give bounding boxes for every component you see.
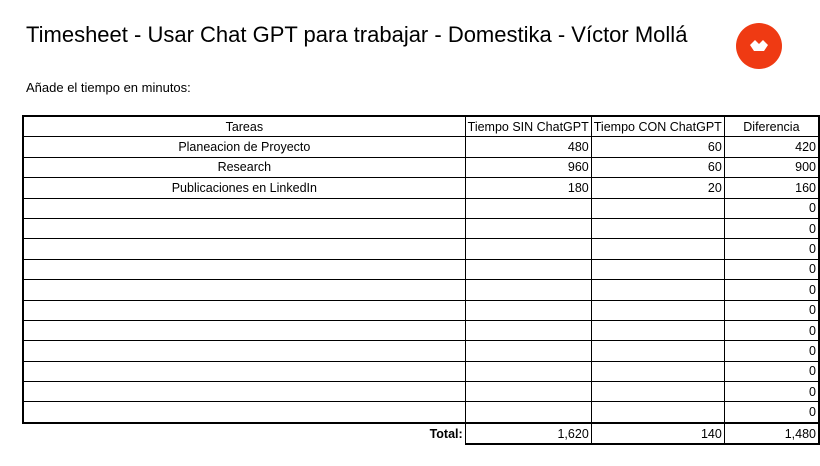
con-chatgpt-cell[interactable]: [591, 361, 724, 381]
task-cell[interactable]: Planeacion de Proyecto: [23, 137, 465, 157]
sin-chatgpt-cell[interactable]: [465, 239, 591, 259]
sin-chatgpt-cell[interactable]: [465, 300, 591, 320]
diferencia-cell[interactable]: 0: [724, 402, 819, 423]
task-cell[interactable]: Research: [23, 157, 465, 177]
con-chatgpt-cell[interactable]: 60: [591, 137, 724, 157]
table-row: [23, 300, 819, 320]
task-cell[interactable]: [23, 402, 465, 423]
diferencia-cell[interactable]: 0: [724, 198, 819, 218]
con-chatgpt-cell[interactable]: [591, 218, 724, 238]
con-chatgpt-cell[interactable]: [591, 280, 724, 300]
total-con-chatgpt[interactable]: 140: [591, 423, 724, 444]
task-cell[interactable]: [23, 382, 465, 402]
table-row: [23, 157, 819, 177]
header-con-chatgpt: Tiempo CON ChatGPT: [591, 116, 724, 137]
sin-chatgpt-cell[interactable]: [465, 198, 591, 218]
sin-chatgpt-cell[interactable]: 180: [465, 178, 591, 198]
table-row: [23, 218, 819, 238]
table-row: [23, 341, 819, 361]
sin-chatgpt-cell[interactable]: [465, 341, 591, 361]
sin-chatgpt-cell[interactable]: [465, 280, 591, 300]
table-row: [23, 259, 819, 279]
diferencia-cell[interactable]: 420: [724, 137, 819, 157]
table-row: [23, 320, 819, 340]
task-cell[interactable]: Publicaciones en LinkedIn: [23, 178, 465, 198]
con-chatgpt-cell[interactable]: 20: [591, 178, 724, 198]
con-chatgpt-cell[interactable]: [591, 239, 724, 259]
task-cell[interactable]: [23, 361, 465, 381]
diferencia-cell[interactable]: 0: [724, 218, 819, 238]
diferencia-cell[interactable]: 0: [724, 300, 819, 320]
header-diferencia: Diferencia: [724, 116, 819, 137]
sin-chatgpt-cell[interactable]: 480: [465, 137, 591, 157]
con-chatgpt-cell[interactable]: [591, 198, 724, 218]
table-row: [23, 198, 819, 218]
table-row: [23, 239, 819, 259]
domestika-logo-icon: [736, 23, 782, 69]
instructions-label: Añade el tiempo en minutos:: [26, 80, 191, 95]
diferencia-cell[interactable]: 0: [724, 361, 819, 381]
diferencia-cell[interactable]: 0: [724, 280, 819, 300]
sin-chatgpt-cell[interactable]: 960: [465, 157, 591, 177]
con-chatgpt-cell[interactable]: [591, 382, 724, 402]
table-row: [23, 137, 819, 157]
diferencia-cell[interactable]: 0: [724, 239, 819, 259]
total-label: Total:: [23, 423, 465, 444]
diferencia-cell[interactable]: 0: [724, 259, 819, 279]
task-cell[interactable]: [23, 280, 465, 300]
total-diferencia[interactable]: 1,480: [724, 423, 819, 444]
table-row: [23, 361, 819, 381]
total-sin-chatgpt[interactable]: 1,620: [465, 423, 591, 444]
task-cell[interactable]: [23, 341, 465, 361]
header-sin-chatgpt: Tiempo SIN ChatGPT: [465, 116, 591, 137]
sin-chatgpt-cell[interactable]: [465, 361, 591, 381]
task-cell[interactable]: [23, 259, 465, 279]
sin-chatgpt-cell[interactable]: [465, 320, 591, 340]
sin-chatgpt-cell[interactable]: [465, 218, 591, 238]
task-cell[interactable]: [23, 218, 465, 238]
sin-chatgpt-cell[interactable]: [465, 382, 591, 402]
con-chatgpt-cell[interactable]: [591, 341, 724, 361]
diferencia-cell[interactable]: 160: [724, 178, 819, 198]
diferencia-cell[interactable]: 0: [724, 382, 819, 402]
task-cell[interactable]: [23, 198, 465, 218]
total-row: [23, 423, 819, 444]
timesheet-table: [22, 115, 820, 445]
diferencia-cell[interactable]: 900: [724, 157, 819, 177]
con-chatgpt-cell[interactable]: [591, 259, 724, 279]
diferencia-cell[interactable]: 0: [724, 320, 819, 340]
page-title: Timesheet - Usar Chat GPT para trabajar - Domestika - Víctor Mollá: [26, 22, 688, 47]
task-cell[interactable]: [23, 320, 465, 340]
table-header-row: [23, 116, 819, 137]
sin-chatgpt-cell[interactable]: [465, 259, 591, 279]
table-row: [23, 402, 819, 423]
header-tareas: Tareas: [23, 116, 465, 137]
table-row: [23, 178, 819, 198]
con-chatgpt-cell[interactable]: [591, 300, 724, 320]
task-cell[interactable]: [23, 239, 465, 259]
task-cell[interactable]: [23, 300, 465, 320]
con-chatgpt-cell[interactable]: [591, 402, 724, 423]
table-row: [23, 382, 819, 402]
con-chatgpt-cell[interactable]: 60: [591, 157, 724, 177]
table-row: [23, 280, 819, 300]
sin-chatgpt-cell[interactable]: [465, 402, 591, 423]
diferencia-cell[interactable]: 0: [724, 341, 819, 361]
con-chatgpt-cell[interactable]: [591, 320, 724, 340]
